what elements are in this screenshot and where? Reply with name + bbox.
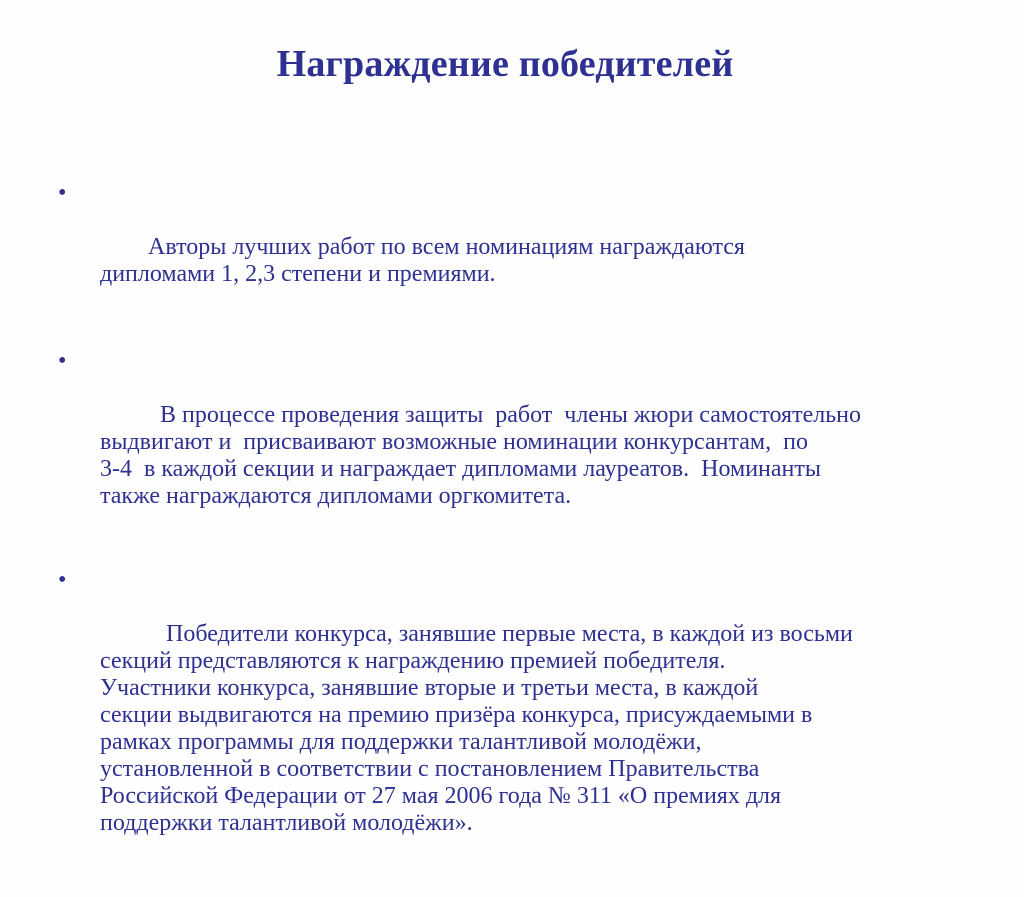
bullet-dot-icon: • — [58, 567, 67, 593]
bullet-list — [58, 180, 978, 897]
bullet-item — [58, 348, 978, 537]
bullet-text: Победители конкурса, занявшие первые места, в каждой из восьми секций представляются к награждению премией победителя. Участники конкурса, занявшие вторые и третьи места, в каждой секции выдвигаются на премию призёра конкурса, присуждаемыми в рамках программы для поддержки талантливой молодёжи, установленной в соответствии с постановлением Правительства Российской Федерации от 27 мая 2006 года № 311 «О премиях для поддержки талантливой молодёжи». — [100, 621, 853, 836]
bullet-dot-icon: • — [58, 180, 67, 206]
bullet-item — [58, 180, 978, 315]
bullet-text: В процессе проведения защиты работ члены жюри самостоятельно выдвигают и присваивают возможные номинации конкурсантам, по 3-4 в каждой секции и награждает дипломами лауреатов. Номинанты также награждаются дипломами оргкомитета. — [100, 402, 861, 509]
bullet-text: Авторы лучших работ по всем номинациям награждаются дипломами 1, 2,3 степени и премиями. — [100, 234, 745, 287]
bullet-item — [58, 567, 978, 864]
bullet-dot-icon: • — [58, 348, 67, 374]
slide-title: Награждение победителей — [276, 43, 734, 85]
